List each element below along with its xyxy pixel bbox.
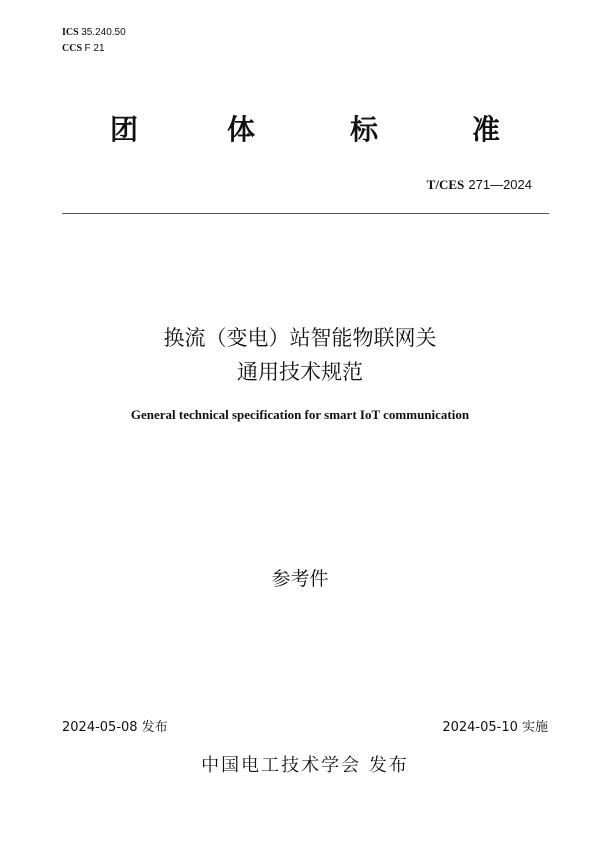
ccs-value: F 21 [84, 43, 105, 54]
ics-label: ICS [62, 27, 79, 38]
standard-number-code: 271—2024 [468, 177, 532, 192]
standard-type-char-1: 团 [110, 113, 139, 146]
standard-type-char-4: 准 [472, 113, 501, 146]
en-title: General technical specification for smart IoT communication [130, 407, 470, 422]
publisher: 中国电工技术学会 发布 [201, 755, 409, 776]
ics-code [62, 27, 126, 38]
standard-type-char-3: 标 [350, 113, 379, 146]
issue-date: 2024-05-08 发布 [62, 720, 168, 735]
ccs-code [62, 43, 105, 54]
standard-number-prefix: T/CES [426, 177, 465, 192]
ccs-label: CCS [62, 43, 83, 54]
cn-title-line-1: 换流（变电）站智能物联网关 [163, 326, 437, 350]
header-divider [62, 213, 549, 214]
implementation-date: 2024-05-10 实施 [442, 720, 548, 735]
standard-type-char-2: 体 [227, 113, 256, 146]
ics-value: 35.240.50 [81, 27, 126, 38]
reference-label: 参考件 [271, 568, 329, 590]
cn-title-line-2: 通用技术规范 [237, 360, 363, 384]
standard-number [427, 177, 532, 193]
